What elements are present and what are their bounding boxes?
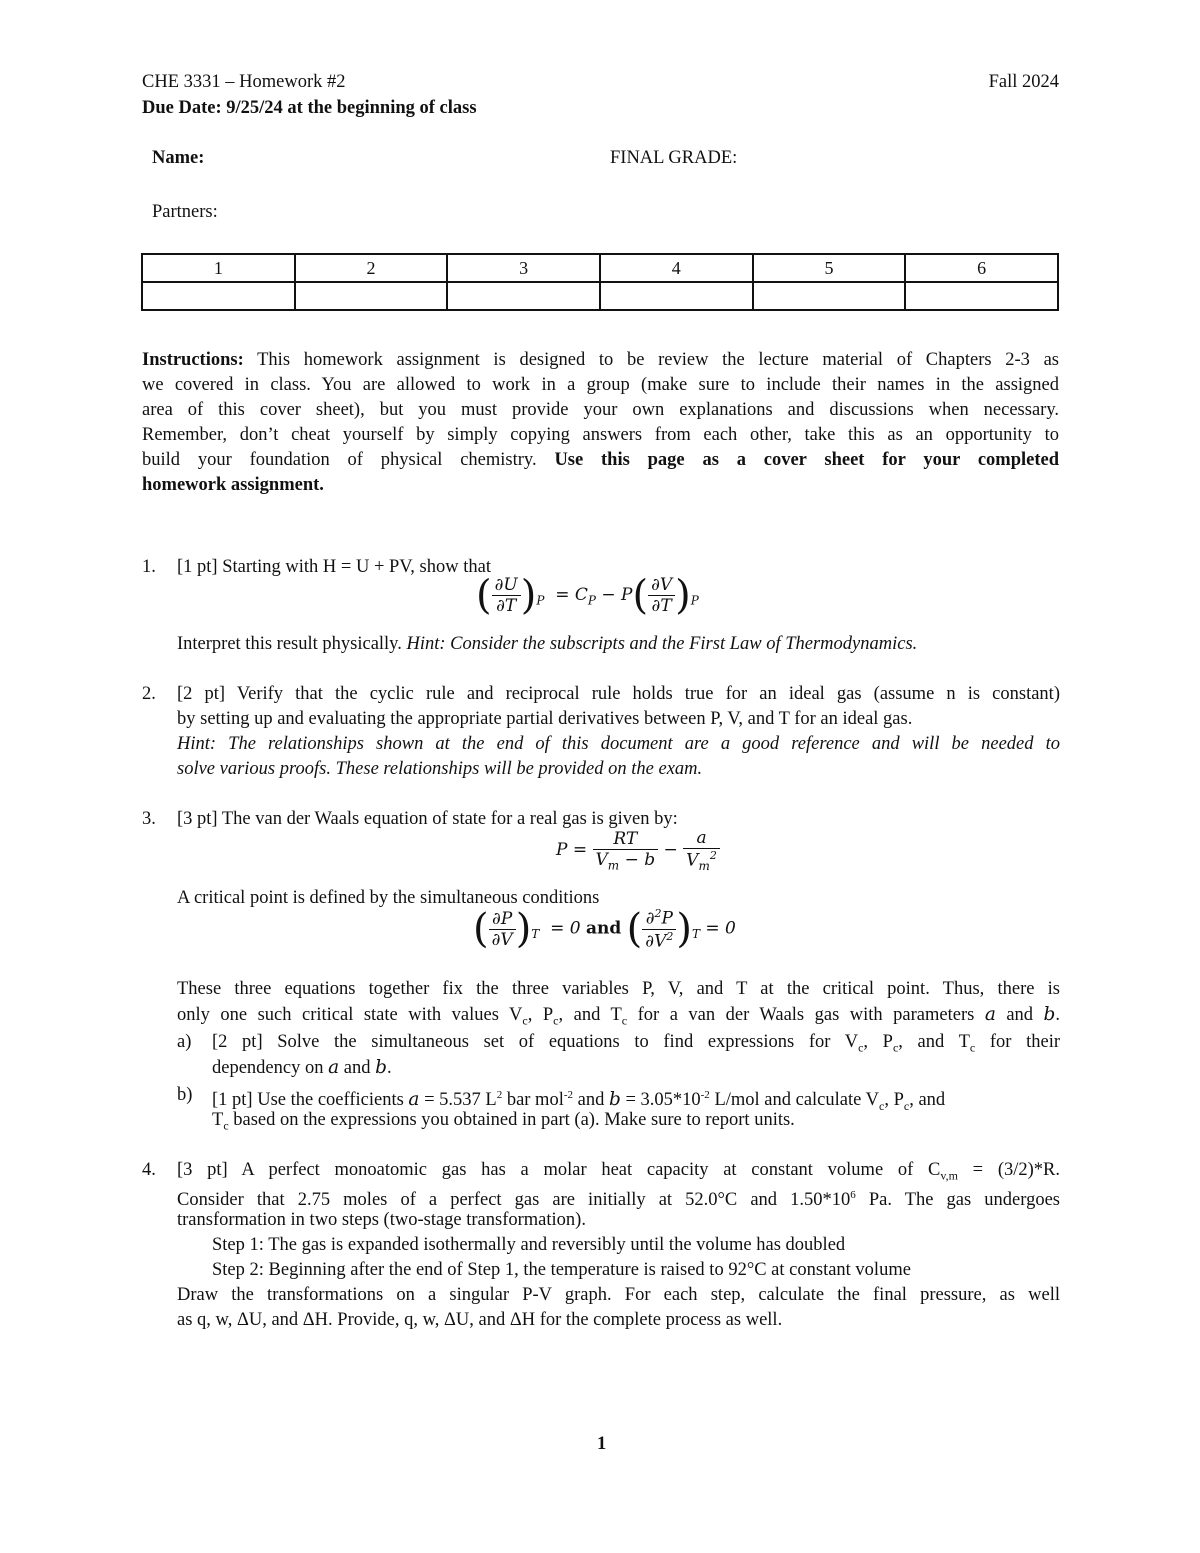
q2-line-2: by setting up and evaluating the appropriate partial derivatives between P, V, and T for an ideal gas. bbox=[177, 709, 913, 729]
q4-line-3: transformation in two steps (two-stage transformation). bbox=[177, 1210, 586, 1230]
q2-hint-1: Hint: The relationships shown at the end of this document are a good reference and will be needed to bbox=[177, 734, 1060, 754]
grade-table bbox=[141, 253, 1059, 311]
q3-part-b-line-2: $T_c$ based on the expressions you obtained in part (a). Make sure to report units. bbox=[212, 1110, 795, 1133]
q3-part-b-label: b) bbox=[177, 1085, 193, 1105]
instructions-line-3: area of this cover sheet), but you must provide your own explanations and discussions when necessary. bbox=[142, 400, 1059, 420]
q4-step-2: Step 2: Beginning after the end of Step 1, the temperature is raised to 92°C at constant volume bbox=[212, 1260, 911, 1280]
course-title: CHE 3331 – Homework #2 bbox=[142, 72, 346, 92]
q3-together-2: only one such critical state with values $V_c$, $P_c$, and $T_c$ for a van der Waals gas with parameters a and b. bbox=[177, 1004, 1061, 1028]
q3-intro: [3 pt] The van der Waals equation of state for a real gas is given by: bbox=[177, 809, 678, 829]
grade-header-cell: 2 bbox=[295, 254, 448, 282]
q3-critical-equations: ( $\frac{\partial P}{\partial V}$ )$_T = 0$ and ( $\frac{\partial^2P}{\partial V^2}$ )$_T = 0$ bbox=[473, 906, 736, 953]
grade-header-cell: 4 bbox=[600, 254, 753, 282]
q4-line-7: as q, w, ΔU, and ΔH. Provide, q, w, ΔU, and ΔH for the complete process as well. bbox=[177, 1310, 783, 1330]
q3-part-a-line-1: [2 pt] Solve the simultaneous set of equations to find expressions for $V_c$, $P_c$, and $T_c$ for their bbox=[212, 1032, 1060, 1055]
name-label: Name: bbox=[152, 148, 205, 168]
q3-critical-def: A critical point is defined by the simultaneous conditions bbox=[177, 888, 600, 908]
q2-hint-2: solve various proofs. These relationships will be provided on the exam. bbox=[177, 759, 703, 779]
grade-score-cell bbox=[905, 282, 1058, 310]
q3-number: 3. bbox=[142, 809, 156, 829]
q2-line-1: [2 pt] Verify that the cyclic rule and reciprocal rule holds true for an ideal gas (assume n is constant) bbox=[177, 684, 1060, 704]
grade-score-cell bbox=[295, 282, 448, 310]
term: Fall 2024 bbox=[988, 72, 1059, 92]
grade-score-cell bbox=[753, 282, 906, 310]
due-date: Due Date: 9/25/24 at the beginning of class bbox=[142, 98, 477, 118]
grade-score-cell bbox=[142, 282, 295, 310]
q1-equation: ( $\frac{\partial U}{\partial T}$ )$_P = C_P - P$( $\frac{\partial V}{\partial T}$ )$_P$ bbox=[476, 572, 699, 619]
page-number: 1 bbox=[597, 1434, 607, 1454]
partners-label: Partners: bbox=[152, 202, 218, 222]
instructions-line-6: homework assignment. bbox=[142, 475, 324, 495]
grade-header-cell: 3 bbox=[447, 254, 600, 282]
q2-number: 2. bbox=[142, 684, 156, 704]
q4-line-1: [3 pt] A perfect monoatomic gas has a molar heat capacity at constant volume of $C_{v,m} = (3/2)*R$. bbox=[177, 1160, 1061, 1183]
grade-header-cell: 1 bbox=[142, 254, 295, 282]
instructions-line-5: build your foundation of physical chemistry. Use this page as a cover sheet for your completed bbox=[142, 450, 1060, 470]
q3-part-a-label: a) bbox=[177, 1032, 192, 1052]
grade-table-header-row bbox=[142, 254, 1058, 282]
grade-header-cell: 5 bbox=[753, 254, 906, 282]
q3-part-b-line-1: [1 pt] Use the coefficients a = 5.537 $L^2$ bar mol$^{-2}$ and $b = 3.05*10^{-2}$ L/mol and calculate $V_c$, $P_c$, and bbox=[212, 1089, 946, 1113]
q4-line-2: Consider that 2.75 moles of a perfect gas are initially at 52.0°C and $1.50*10^6$ Pa. The gas undergoes bbox=[177, 1189, 1061, 1211]
q4-step-1: Step 1: The gas is expanded isothermally and reversibly until the volume has doubled bbox=[212, 1235, 846, 1255]
grade-score-cell bbox=[447, 282, 600, 310]
instructions-line-1: Instructions: This homework assignment is designed to be review the lecture material of Chapters 2-3 as bbox=[142, 350, 1060, 370]
q3-part-a-line-2: dependency on a and b. bbox=[212, 1057, 392, 1078]
q4-line-6: Draw the transformations on a singular P-V graph. For each step, calculate the final pressure, as well bbox=[177, 1285, 1060, 1305]
q3-together-1: These three equations together fix the three variables P, V, and T at the critical point. Thus, there is bbox=[177, 979, 1060, 999]
grade-table-score-row bbox=[142, 282, 1058, 310]
instructions-line-4: Remember, don’t cheat yourself by simply copying answers from each other, take this as an opportunity to bbox=[142, 425, 1059, 445]
instructions-line-2: we covered in class. You are allowed to work in a group (make sure to include their names in the assigned bbox=[142, 375, 1059, 395]
grade-header-cell: 6 bbox=[905, 254, 1058, 282]
q4-number: 4. bbox=[142, 1160, 156, 1180]
q1-number: 1. bbox=[142, 557, 156, 577]
final-grade-label: FINAL GRADE: bbox=[610, 148, 738, 168]
q1-text: [1 pt] Starting with H = U + PV, show that bbox=[177, 557, 491, 577]
grade-score-cell bbox=[600, 282, 753, 310]
q3-vdw-equation: P = $\frac{RT}{V_m - b}$ − $\frac{a}{V_m^2}$ bbox=[556, 828, 720, 873]
q1-interpret: Interpret this result physically. Hint: Consider the subscripts and the First Law of Thermodynamics. bbox=[177, 634, 918, 654]
